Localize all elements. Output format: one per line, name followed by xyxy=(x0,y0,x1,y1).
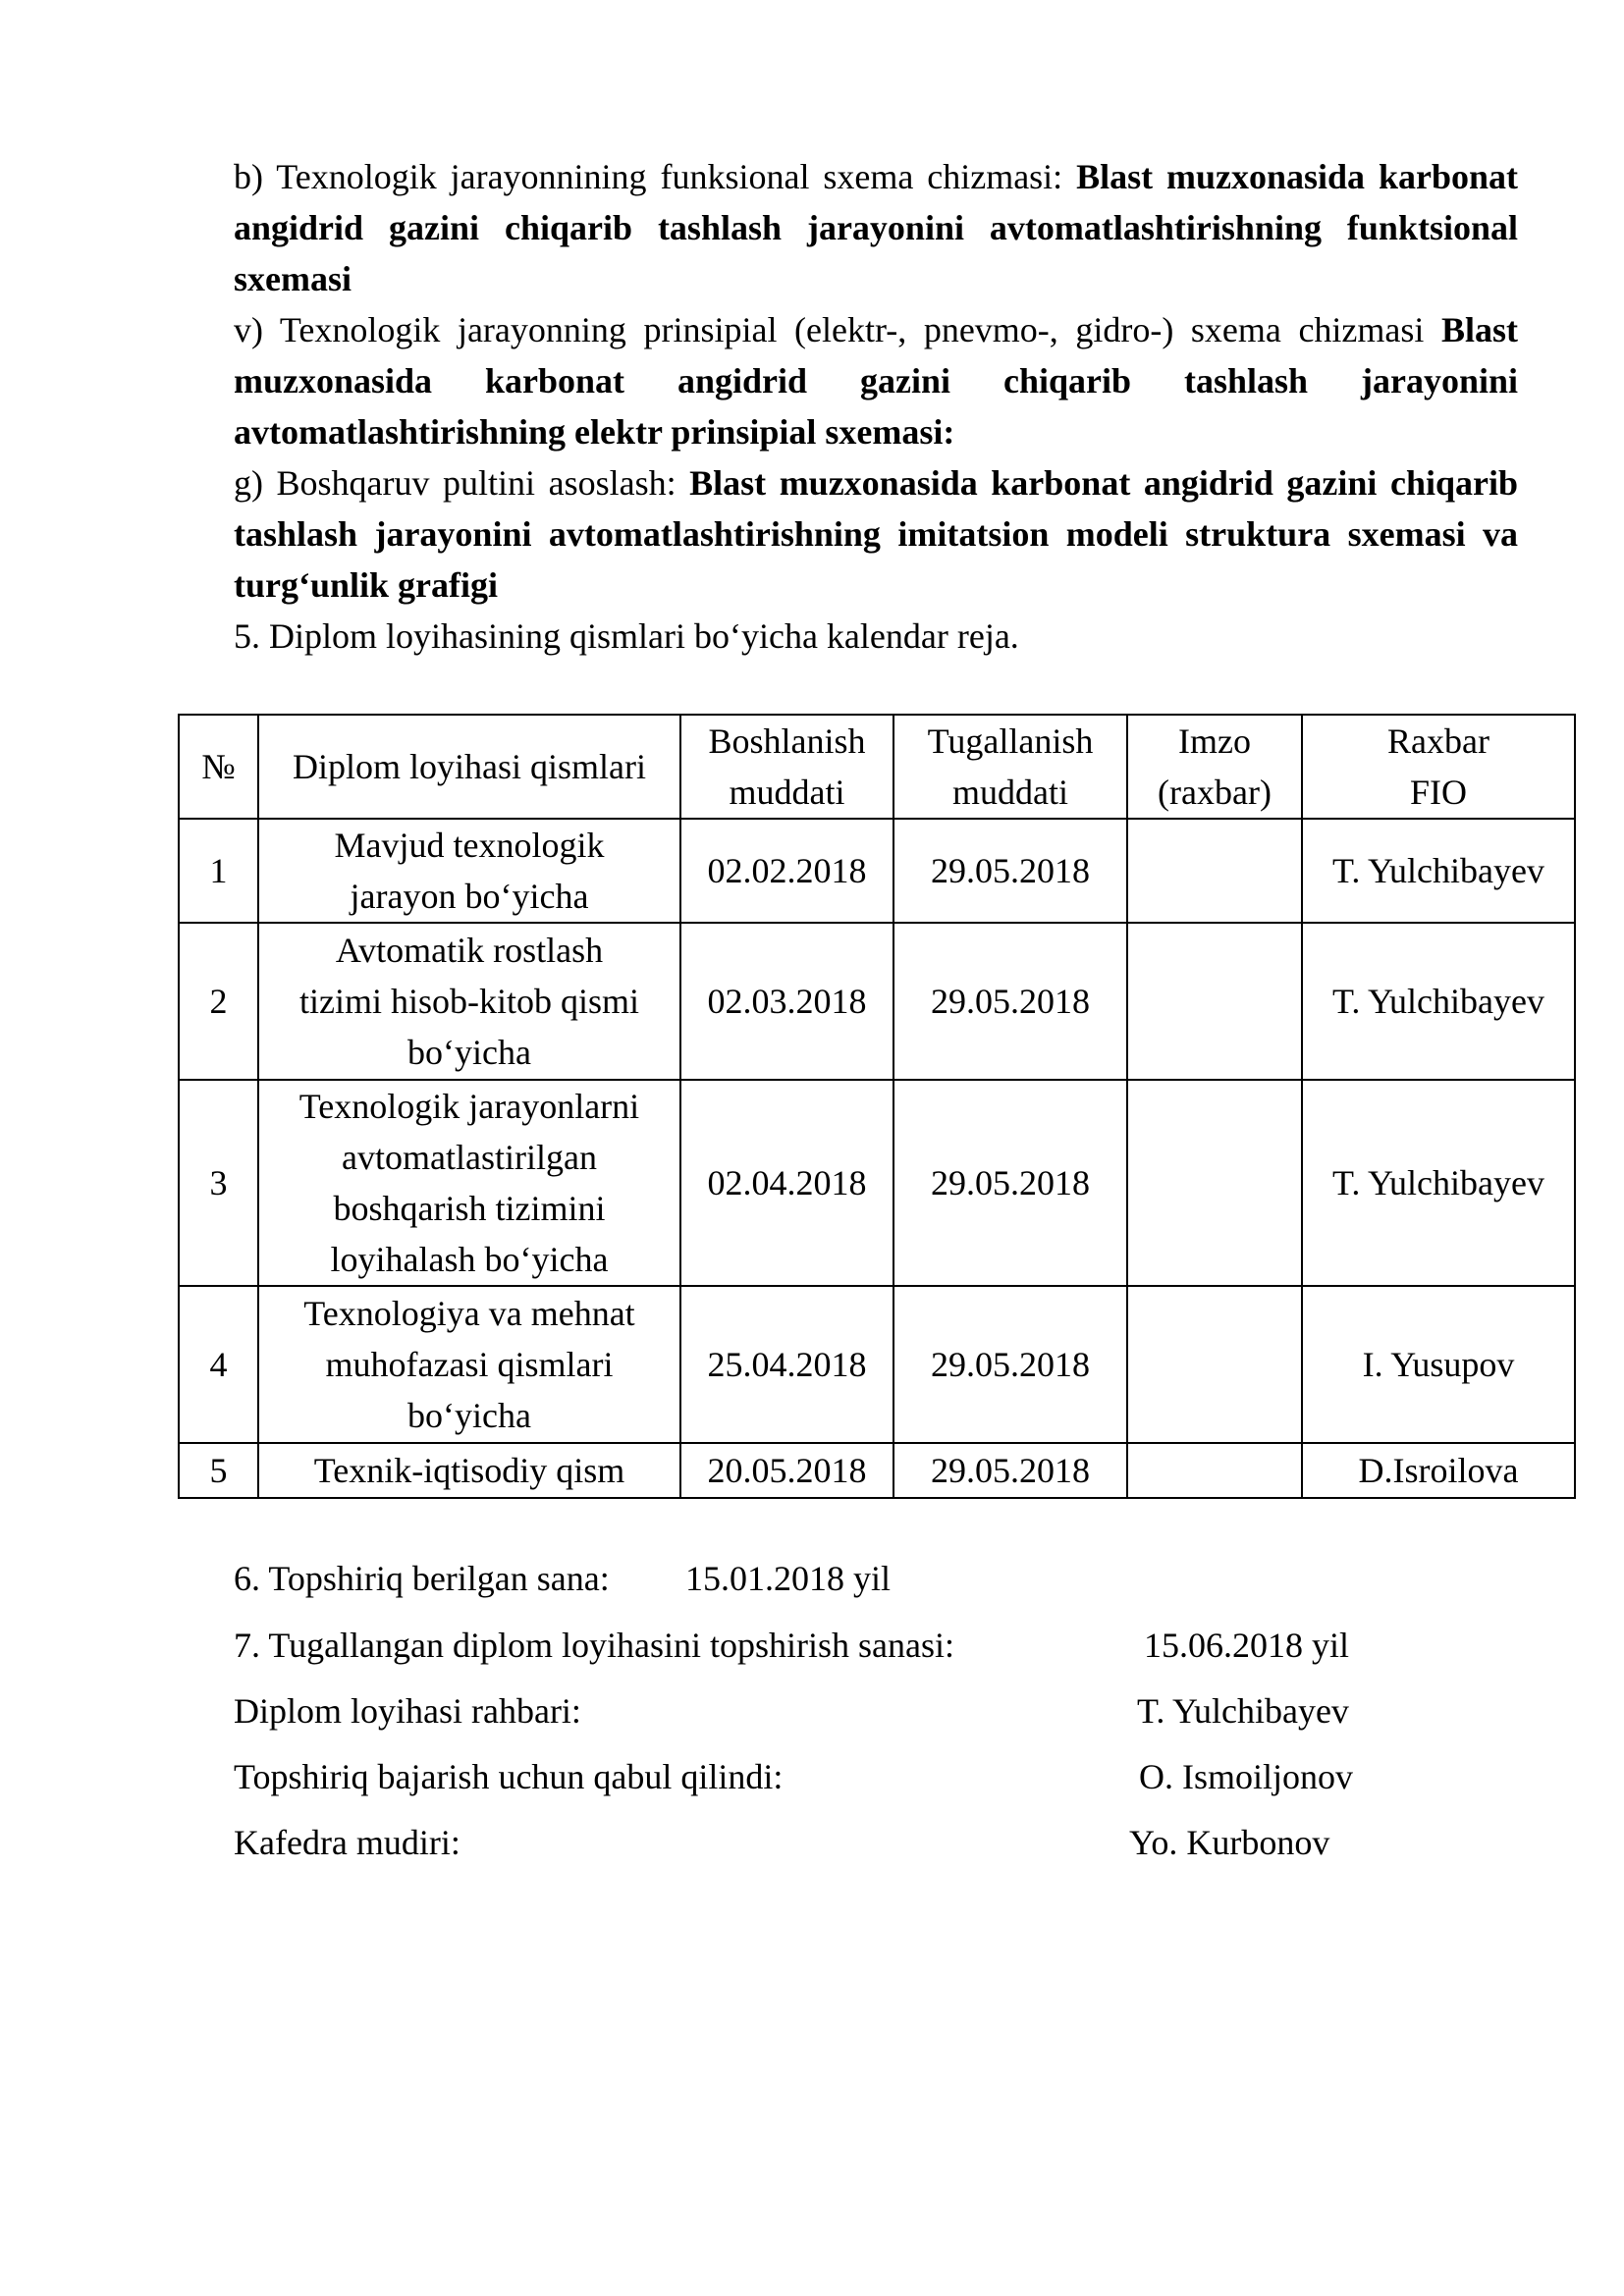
calendar-plan-table xyxy=(178,714,1576,1499)
paragraph-g-prefix: g) Boshqaruv pultini asoslash: xyxy=(234,463,690,503)
head-label: Kafedra mudiri: xyxy=(234,1823,460,1862)
table-row xyxy=(179,819,1575,923)
cell-part-line: Texnologik jarayonlarni xyxy=(298,1087,640,1126)
item7-value: 15.06.2018 yil xyxy=(1144,1626,1350,1665)
header-end-line1: Tugallanish xyxy=(927,721,1094,761)
paragraph-v-prefix: v) Texnologik jarayonning prinsipial (elektr-, pnevmo-, gidro-) sxema chizmasi xyxy=(234,310,1441,349)
cell-head: T. Yulchibayev xyxy=(1302,819,1575,923)
section5-title: 5. Diplom loyihasining qismlari bo‘yicha kalendar reja. xyxy=(234,616,1019,656)
cell-part-line: Avtomatik rostlash xyxy=(335,931,604,970)
header-sign-line1: Imzo xyxy=(1178,721,1251,761)
cell-part-line: boshqarish tizimini xyxy=(333,1189,606,1228)
paragraph-b-prefix: b) Texnologik jarayonnining funksional sxema chizmasi: xyxy=(234,157,1077,196)
cell-end: 29.05.2018 xyxy=(893,1443,1127,1498)
table-row xyxy=(179,923,1575,1080)
cell-part-line: Texnologiya va mehnat xyxy=(303,1294,635,1333)
cell-part-line: jarayon bo‘yicha xyxy=(350,877,589,916)
cell-head: I. Yusupov xyxy=(1302,1286,1575,1443)
cell-part-line: Texnik-iqtisodiy qism xyxy=(313,1451,625,1490)
paragraph-b-bold: Blast muzxonasida karbonat angidrid gazini chiqarib tashlash jarayonini avtomatlashtirishning funktsional sxemasi xyxy=(234,157,1518,298)
header-start xyxy=(680,715,893,819)
cell-part-line: Mavjud texnologik xyxy=(334,826,605,865)
paragraph-g-bold: Blast muzxonasida karbonat angidrid gazini chiqarib tashlash jarayonini avtomatlashtirishning imitatsion modeli struktura sxemasi va turg‘unlik grafigi xyxy=(234,463,1518,605)
paragraph-b xyxy=(234,151,1518,304)
cell-part-line: muhofazasi qismlari xyxy=(325,1345,614,1384)
cell-part xyxy=(258,1443,680,1498)
cell-num: 5 xyxy=(179,1443,258,1498)
paragraph-g xyxy=(234,457,1518,611)
cell-part-line: bo‘yicha xyxy=(407,1033,531,1072)
cell-part-line: bo‘yicha xyxy=(407,1396,531,1435)
cell-part xyxy=(258,1080,680,1286)
cell-start: 02.02.2018 xyxy=(680,819,893,923)
cell-end: 29.05.2018 xyxy=(893,1080,1127,1286)
cell-head: T. Yulchibayev xyxy=(1302,1080,1575,1286)
cell-num: 3 xyxy=(179,1080,258,1286)
cell-num: 4 xyxy=(179,1286,258,1443)
header-sign xyxy=(1127,715,1302,819)
cell-sign xyxy=(1127,923,1302,1080)
head-name: Yo. Kurbonov xyxy=(1129,1823,1330,1862)
paragraph-v xyxy=(234,304,1518,457)
cell-end: 29.05.2018 xyxy=(893,923,1127,1080)
table-row xyxy=(179,1080,1575,1286)
cell-start: 25.04.2018 xyxy=(680,1286,893,1443)
paragraph-v-bold: Blast muzxonasida karbonat angidrid gazini chiqarib tashlash jarayonini avtomatlashtirishning elektr prinsipial sxemasi: xyxy=(234,310,1518,452)
header-start-line2: muddati xyxy=(729,773,845,812)
cell-part xyxy=(258,1286,680,1443)
header-head xyxy=(1302,715,1575,819)
cell-head: D.Isroilova xyxy=(1302,1443,1575,1498)
table-header-row xyxy=(179,715,1575,819)
cell-head: T. Yulchibayev xyxy=(1302,923,1575,1080)
header-part: Diplom loyihasi qismlari xyxy=(258,715,680,819)
cell-end: 29.05.2018 xyxy=(893,1286,1127,1443)
item6-label: 6. Topshiriq berilgan sana: xyxy=(234,1559,610,1598)
item6-value: 15.01.2018 yil xyxy=(685,1559,892,1598)
accepted-name: O. Ismoiljonov xyxy=(1139,1757,1354,1796)
cell-part-line: loyihalash bo‘yicha xyxy=(330,1240,609,1279)
header-start-line1: Boshlanish xyxy=(708,721,866,761)
header-sign-line2: (raxbar) xyxy=(1158,773,1272,812)
header-end-line2: muddati xyxy=(952,773,1068,812)
supervisor-label: Diplom loyihasi rahbari: xyxy=(234,1691,581,1731)
supervisor-name: T. Yulchibayev xyxy=(1137,1691,1349,1731)
cell-sign xyxy=(1127,1080,1302,1286)
table-row xyxy=(179,1286,1575,1443)
cell-sign xyxy=(1127,1286,1302,1443)
header-head-line1: Raxbar xyxy=(1387,721,1489,761)
cell-part xyxy=(258,923,680,1080)
cell-part xyxy=(258,819,680,923)
cell-part-line: avtomatlastirilgan xyxy=(342,1138,597,1177)
cell-start: 02.04.2018 xyxy=(680,1080,893,1286)
table-row xyxy=(179,1443,1575,1498)
cell-part-line: tizimi hisob-kitob qismi xyxy=(298,982,639,1021)
item7-label: 7. Tugallangan diplom loyihasini topshirish sanasi: xyxy=(234,1626,955,1665)
cell-sign xyxy=(1127,1443,1302,1498)
cell-sign xyxy=(1127,819,1302,923)
cell-start: 20.05.2018 xyxy=(680,1443,893,1498)
accepted-label: Topshiriq bajarish uchun qabul qilindi: xyxy=(234,1757,784,1796)
cell-num: 2 xyxy=(179,923,258,1080)
cell-end: 29.05.2018 xyxy=(893,819,1127,923)
cell-num: 1 xyxy=(179,819,258,923)
header-end xyxy=(893,715,1127,819)
header-num: № xyxy=(179,715,258,819)
header-head-line2: FIO xyxy=(1409,773,1467,812)
cell-start: 02.03.2018 xyxy=(680,923,893,1080)
